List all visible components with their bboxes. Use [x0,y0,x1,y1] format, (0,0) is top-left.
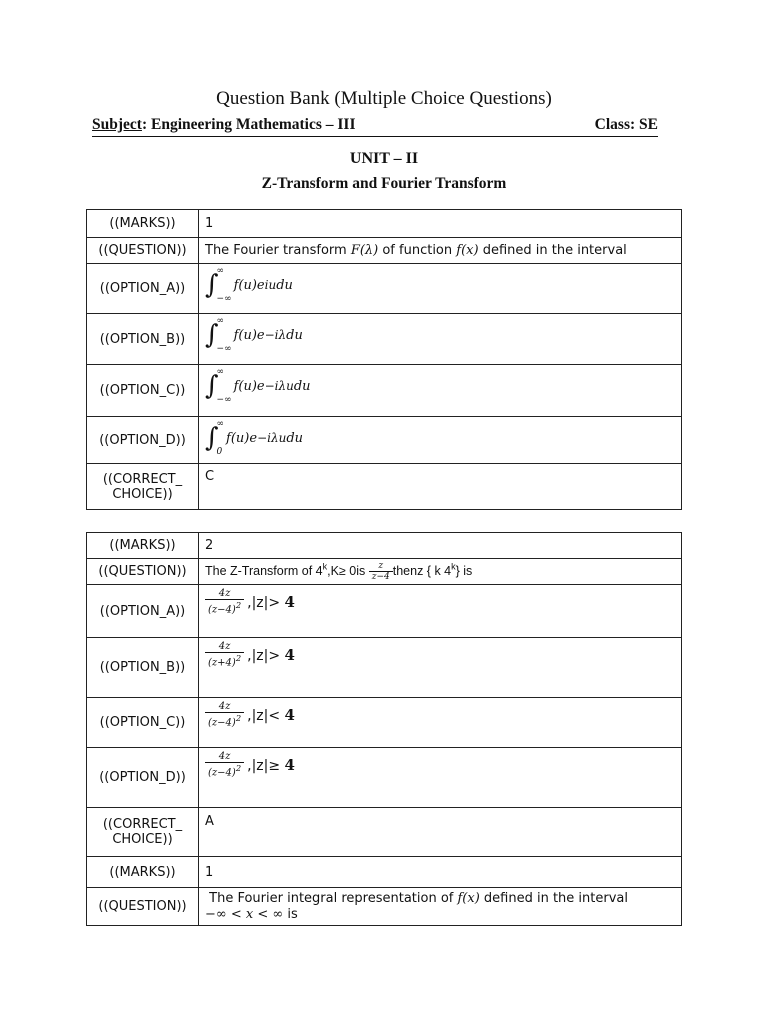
fraction-denominator: z−4 [369,571,393,582]
table-row [87,559,682,585]
integral-icon: ∫ [205,423,219,453]
table-row [87,314,682,365]
marks-label: ((MARKS)) [87,857,199,888]
table-row [87,585,682,638]
option-b-label: ((OPTION_B)) [87,638,199,698]
option-condition [247,645,295,664]
question-part: is [283,906,298,922]
exponent: −iλu [257,431,287,445]
integral-expression [205,367,311,405]
denominator-base: (z−4) [208,767,236,779]
differential: du [286,430,304,446]
integral-expression [205,316,303,354]
correct-label-line1: ((CORRECT_ [102,471,183,487]
option-d-label: ((OPTION_D)) [87,748,199,808]
subject-value: : Engineering Mathematics – III [141,116,356,133]
fraction-numerator: z [378,561,384,571]
option-d-value [199,748,682,808]
option-a-value [199,585,682,638]
correct-label-line1: ((CORRECT_ [102,817,183,832]
denominator-base: (z−4) [208,717,236,729]
condition-value: 4 [284,645,295,664]
subject-label: Subject [92,116,142,133]
denominator-exponent: 2 [235,653,242,663]
integrand: f(u)e [233,378,265,394]
correct-label-line2: CHOICE)) [112,486,173,502]
class-value: : SE [630,116,658,133]
differential: du [276,277,293,293]
fraction-numerator: 4z [218,641,231,652]
marks-value: 1 [199,210,682,238]
table-row [87,264,682,314]
exponent: −iλ [264,328,287,342]
table-row [87,238,682,264]
question-superscript: k [322,561,328,572]
option-c-value [199,365,682,417]
lower-limit: −∞ [216,294,232,304]
condition-text: ,|z|> [247,647,281,664]
class-info [595,116,658,134]
denominator-exponent: 2 [235,713,242,723]
question-part: of function [378,243,457,258]
fraction-denominator [205,652,244,668]
table-row [87,210,682,238]
question-math: f(x) [457,890,480,906]
option-d-value [199,417,682,464]
correct-choice-value: A [199,808,682,857]
marks-value: 1 [199,857,682,888]
option-b-value [199,638,682,698]
condition-text: ,|z|< [247,707,281,724]
question-text [199,238,682,264]
question-superscript: k [451,561,456,572]
fraction-numerator: 4z [218,588,231,599]
lower-limit: −∞ [216,395,232,405]
exponent: iu [264,278,277,292]
lower-limit: −∞ [216,344,232,354]
question-part: The Z-Transform of 4 [205,563,323,578]
condition-value: 4 [284,705,295,724]
class-label: Class [594,116,630,133]
question-part: defined in the interval [478,243,627,258]
integral-icon: ∫ [205,270,219,300]
option-fraction [205,701,244,728]
question-math: −∞ < x < ∞ [205,906,284,922]
option-d-label: ((OPTION_D)) [87,417,199,464]
correct-choice-label [87,464,199,510]
question-label: ((QUESTION)) [87,888,199,926]
option-c-label: ((OPTION_C)) [87,698,199,748]
condition-value: 4 [284,592,295,611]
upper-limit: ∞ [216,419,225,429]
question-part: ,K≥ 0is [327,563,369,578]
denominator-exponent: 2 [235,763,242,773]
marks-label: ((MARKS)) [87,210,199,238]
table-row [87,533,682,559]
question-math: F(λ) [350,243,379,258]
fraction-numerator: 4z [218,701,231,712]
unit-heading: UNIT – II [349,150,419,167]
question-part: thenz { k 4 [392,563,452,578]
exponent: −iλu [264,379,294,393]
condition-text: ,|z|≥ [247,757,281,774]
marks-label: ((MARKS)) [87,533,199,559]
integral-expression [205,419,303,457]
table-row [87,808,682,857]
option-b-value [199,314,682,365]
marks-value: 2 [199,533,682,559]
table-row [87,464,682,510]
differential: du [286,327,303,343]
correct-choice-label [87,808,199,857]
denominator-base: (z−4) [208,604,236,616]
condition-value: 4 [284,755,295,774]
topic-heading: Z-Transform and Fourier Transform [261,175,507,192]
subject-line [92,116,658,137]
question-part: The Fourier transform [205,243,351,258]
option-b-label: ((OPTION_B)) [87,314,199,365]
table-row [87,365,682,417]
question-label: ((QUESTION)) [87,559,199,585]
option-a-value [199,264,682,314]
option-condition [247,592,295,611]
upper-limit: ∞ [216,316,225,326]
denominator-exponent: 2 [235,600,242,610]
option-condition [247,755,295,774]
table-row [87,888,682,926]
option-c-value [199,698,682,748]
question-table-2 [86,532,682,926]
condition-text: ,|z|> [247,594,281,611]
upper-limit: ∞ [216,367,225,377]
correct-choice-value: C [199,464,682,510]
question-part: The Fourier integral representation of [209,890,458,906]
table-row [87,638,682,698]
question-part: defined in the interval [479,890,628,906]
option-a-label: ((OPTION_A)) [87,264,199,314]
option-fraction [205,588,244,615]
table-row [87,417,682,464]
question-text [199,888,682,926]
option-condition [247,705,295,724]
integral-icon: ∫ [205,371,219,401]
table-row [87,748,682,808]
option-c-label: ((OPTION_C)) [87,365,199,417]
question-text [199,559,682,585]
fraction-numerator: 4z [218,751,231,762]
question-math: f(x) [456,243,479,258]
lower-limit: 0 [216,447,223,457]
question-table-1 [86,209,682,510]
differential: du [293,378,311,394]
fraction-denominator [205,712,244,728]
integrand: f(u)e [233,327,265,343]
question-part: } is [455,563,473,578]
integrand: f(u)e [233,277,265,293]
fraction-denominator [205,599,244,615]
page-title: Question Bank (Multiple Choice Questions) [216,88,552,109]
integral-expression [205,266,293,304]
question-label: ((QUESTION)) [87,238,199,264]
integral-icon: ∫ [205,320,219,350]
fraction-denominator [205,762,244,778]
table-row [87,857,682,888]
denominator-base: (z+4) [208,657,236,669]
table-row [87,698,682,748]
question-fraction [369,561,393,582]
integrand: f(u)e [226,430,258,446]
upper-limit: ∞ [216,266,225,276]
correct-label-line2: CHOICE)) [112,832,173,847]
option-a-label: ((OPTION_A)) [87,585,199,638]
option-fraction [205,641,244,668]
option-fraction [205,751,244,778]
